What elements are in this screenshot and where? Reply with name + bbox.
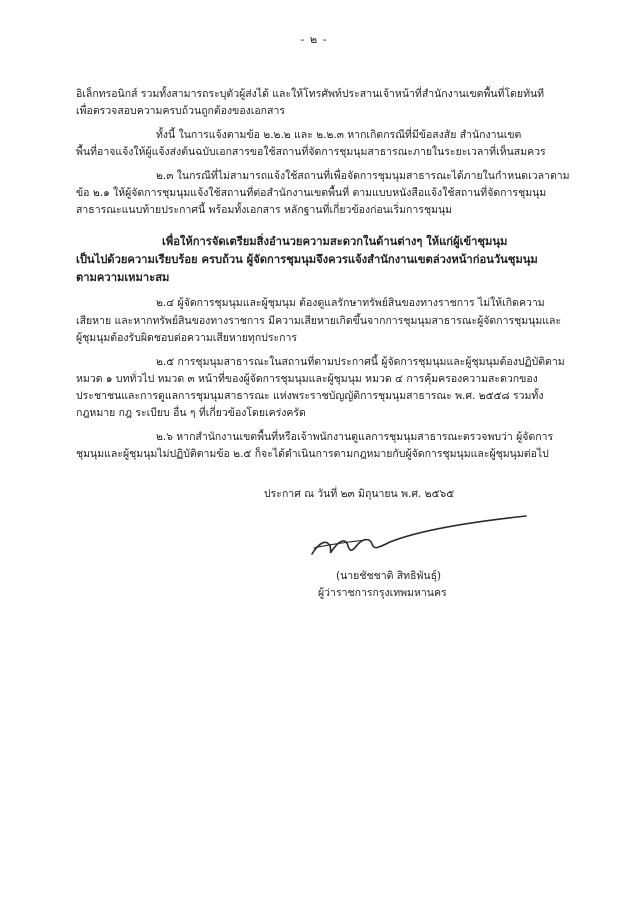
paragraph-line: กฎหมาย กฎ ระเบียบ อื่น ๆ ที่เกี่ยวข้องโดยเคร่งครัด (76, 407, 306, 419)
bold-paragraph-line: เป็นไปด้วยความเรียบร้อย ครบถ้วน ผู้จัดการชุมนุมจึงควรแจ้งสำนักงานเขตล่วงหน้าก่อนวันชุมนุม (76, 253, 538, 266)
bold-paragraph-line: เพื่อให้การจัดเตรียมสิ่งอำนวยความสะดวกในด้านต่างๆ ให้แก่ผู้เข้าชุมนุม (162, 235, 508, 248)
paragraph-line: ผู้ชุมนุมต้องรับผิดชอบต่อความเสียหายทุกประการ (76, 332, 298, 344)
paragraph-line: เพื่อตรวจสอบความครบถ้วนถูกต้องของเอกสาร (76, 105, 285, 117)
paragraph-line: ๒.๕ การชุมนุมสาธารณะในสถานที่ตามประกาศนี้ ผู้จัดการชุมนุมและผู้ชุมนุมต้องปฏิบัติตาม (156, 356, 565, 368)
announcement-date: ประกาศ ณ วันที่ ๒๓ มิถุนายน พ.ศ. ๒๕๖๕ (264, 488, 455, 500)
paragraph-line: ข้อ ๒.๑ ให้ผู้จัดการชุมนุมแจ้งใช้สถานที่ต่อสำนักงานเขตพื้นที่ ตามแบบหนังสือแจ้งใช้สถานที่จัดการชุมนุม (76, 187, 547, 199)
paragraph-line: สาธารณะแนบท้ายประกาศนี้ พร้อมทั้งเอกสาร หลักฐานที่เกี่ยวข้องก่อนเริ่มการชุมนุม (76, 204, 453, 216)
paragraph-line: เสียหาย และหากทรัพย์สินของทางราชการ มีความเสียหายเกิดขึ้นจากการชุมนุมสาธารณะผู้จัดการชุมนุมและ (76, 315, 562, 327)
signature (300, 508, 540, 568)
paragraph-line: ๒.๖ หากสำนักงานเขตพื้นที่หรือเจ้าพนักงานดูแลการชุมนุมสาธารณะตรวจพบว่า ผู้จัดการ (156, 431, 554, 443)
paragraph-line: อิเล็กทรอนิกส์ รวมทั้งสามารถระบุตัวผู้ส่งได้ และให้โทรศัพท์ประสานเจ้าหน้าที่สำนักงานเขตพื้นที่โดยทันที (76, 88, 545, 100)
paragraph-line: ๒.๓ ในกรณีที่ไม่สามารถแจ้งใช้สถานที่เพื่อจัดการชุมนุมสาธารณะได้ภายในกำหนดเวลาตาม (156, 170, 570, 182)
paragraph-line: หมวด ๑ บททั่วไป หมวด ๓ หน้าที่ของผู้จัดการชุมนุมและผู้ชุมนุม หมวด ๔ การคุ้มครองความสะดวกของ (76, 373, 538, 385)
paragraph-line: พื้นที่อาจแจ้งให้ผู้แจ้งส่งต้นฉบับเอกสารขอใช้สถานที่จัดการชุมนุมสาธารณะภายในระยะเวลาที่เห็นสมควร (76, 146, 546, 158)
paragraph-line: ๒.๔ ผู้จัดการชุมนุมและผู้ชุมนุม ต้องดูแลรักษาทรัพย์สินของทางราชการ ไม่ให้เกิดความ (156, 297, 545, 309)
page-number: - ๒ - (300, 33, 328, 46)
paragraph-line: ทั้งนี้ ในการแจ้งตามข้อ ๒.๒.๒ และ ๒.๒.๓ หากเกิดกรณีที่มีข้อสงสัย สำนักงานเขต (156, 129, 522, 141)
paragraph-line: ประชาชนและการดูแลการชุมนุมสาธารณะ แห่งพระราชบัญญัติการชุมนุมสาธารณะ พ.ศ. ๒๕๕๘ รวมทั้ง (76, 390, 544, 402)
signatory-name: (นายชัชชาติ สิทธิพันธุ์) (336, 570, 442, 582)
bold-paragraph-line: ตามความเหมาะสม (76, 271, 170, 284)
signatory-position: ผู้ว่าราชการกรุงเทพมหานคร (318, 587, 447, 599)
paragraph-line: ชุมนุมและผู้ชุมนุมไม่ปฏิบัติตามข้อ ๒.๕ ก็จะได้ดำเนินการตามกฎหมายกับผู้จัดการชุมนุมและผู้ชุมนุมต่อไป (76, 448, 549, 460)
